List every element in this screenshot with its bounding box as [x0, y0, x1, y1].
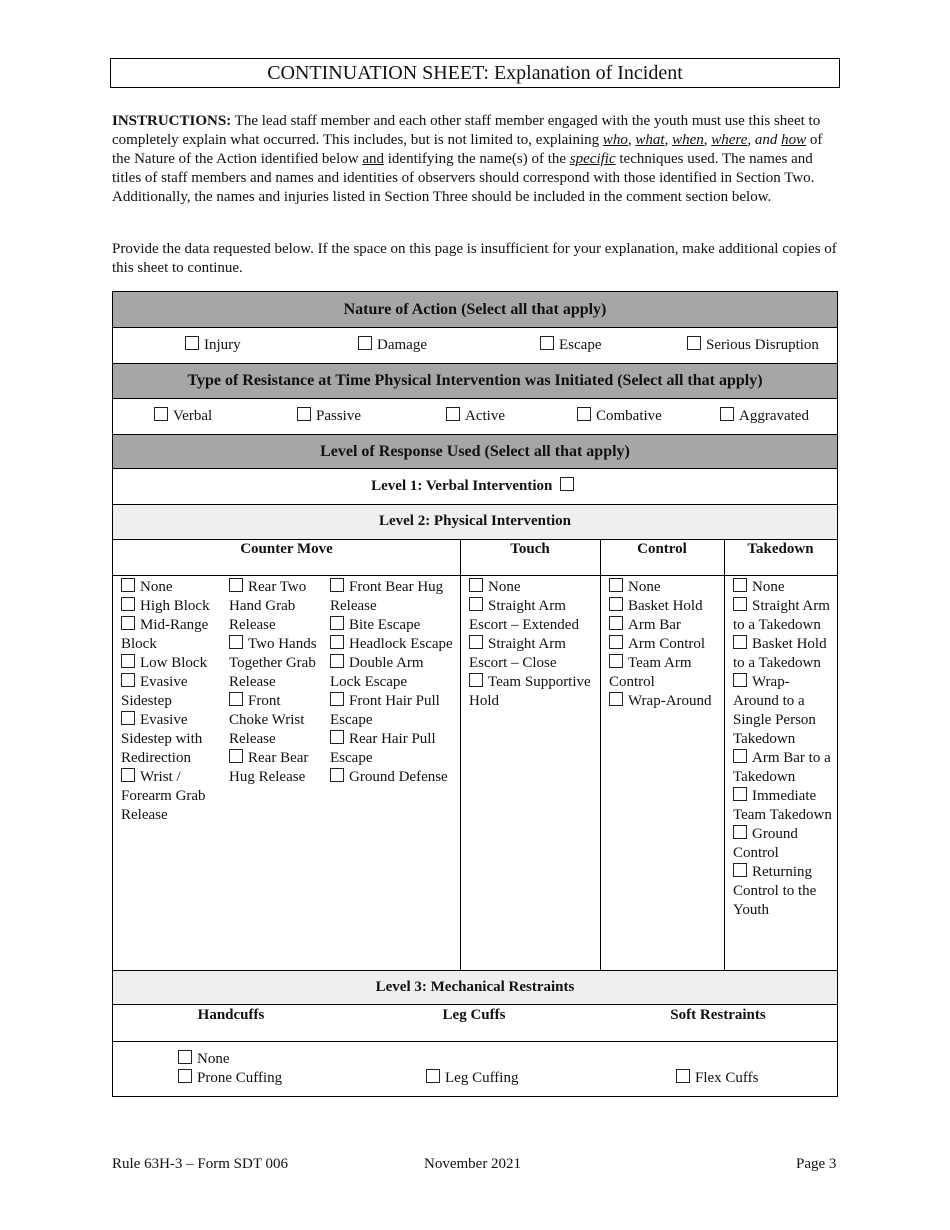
checkbox-icon[interactable] — [330, 635, 344, 649]
counter-ground-defense[interactable] — [330, 768, 456, 787]
option-label: Ground Defense — [349, 769, 448, 785]
control-wrap-around[interactable] — [609, 692, 721, 711]
checkbox-icon[interactable] — [469, 635, 483, 649]
instr-text-4: techniques used. The names and titles of staff members and names and identities of observers should correspond with those identified in Section Two. Additionally, the names and injuries listed in Section Three should be included in the comment section below. — [112, 151, 815, 205]
option-label: Flex Cuffs — [695, 1070, 759, 1086]
counter-move-list-a — [121, 578, 223, 825]
option-label: Mid-Range Block — [121, 617, 209, 652]
takedown-returning-control[interactable] — [733, 863, 833, 920]
option-label: Bite Escape — [349, 617, 421, 633]
takedown-list — [733, 578, 833, 920]
option-label: Straight Arm to a Takedown — [733, 598, 830, 633]
checkbox-icon[interactable] — [733, 863, 747, 877]
checkbox-icon[interactable] — [560, 477, 574, 491]
checkbox-icon[interactable] — [577, 407, 591, 421]
option-label: High Block — [140, 598, 210, 614]
checkbox-icon[interactable] — [609, 635, 623, 649]
option-label: Active — [465, 408, 505, 424]
counter-front-bear-hug-release[interactable] — [330, 578, 456, 616]
checkbox-icon[interactable] — [330, 768, 344, 782]
counter-evasive-sidestep-redirection[interactable] — [121, 711, 223, 768]
flex-cuffs-option[interactable] — [676, 1069, 758, 1088]
checkbox-icon[interactable] — [720, 407, 734, 421]
nature-option-escape[interactable] — [540, 336, 601, 354]
level3-columns-row — [113, 1005, 837, 1042]
checkbox-icon[interactable] — [609, 654, 623, 668]
checkbox-icon[interactable] — [426, 1069, 440, 1083]
resistance-options-row — [113, 399, 837, 435]
nature-options-row — [113, 328, 837, 364]
checkbox-icon[interactable] — [229, 635, 243, 649]
option-label: Damage — [377, 337, 427, 353]
counter-mid-range-block[interactable] — [121, 616, 223, 654]
touch-straight-arm-escort-extended[interactable] — [469, 597, 595, 635]
column-soft-restraints: Soft Restraints — [670, 1007, 766, 1023]
counter-double-arm-lock-escape[interactable] — [330, 654, 456, 692]
counter-two-hands-together-grab-release[interactable] — [229, 635, 323, 692]
option-label: Passive — [316, 408, 361, 424]
nature-option-damage[interactable] — [358, 336, 427, 354]
option-label: Two Hands Together Grab Release — [229, 636, 317, 690]
counter-none[interactable] — [121, 578, 223, 597]
checkbox-icon[interactable] — [469, 597, 483, 611]
checkbox-icon[interactable] — [733, 578, 747, 592]
counter-rear-hair-pull-escape[interactable] — [330, 730, 456, 768]
option-label: Double Arm Lock Escape — [330, 655, 424, 690]
handcuffs-none[interactable] — [178, 1050, 282, 1069]
touch-none[interactable] — [469, 578, 595, 597]
resistance-option-active[interactable] — [446, 407, 505, 425]
option-label: Front Hair Pull Escape — [330, 693, 440, 728]
option-label: Low Block — [140, 655, 208, 671]
option-label: None — [140, 579, 173, 595]
option-label: Front Choke Wrist Release — [229, 693, 305, 747]
checkbox-icon[interactable] — [121, 654, 135, 668]
counter-move-list-b — [229, 578, 323, 787]
instr-text-2: of the Nature of the Action identified below — [112, 132, 823, 167]
option-label: Returning Control to the Youth — [733, 864, 817, 918]
leg-cuffs-list — [426, 1069, 518, 1088]
checkbox-icon[interactable] — [733, 597, 747, 611]
level1-row — [113, 469, 837, 505]
option-label: Wrist / Forearm Grab Release — [121, 769, 206, 823]
checkbox-icon[interactable] — [733, 825, 747, 839]
takedown-straight-arm[interactable] — [733, 597, 833, 635]
counter-rear-two-hand-grab-release[interactable] — [229, 578, 323, 635]
option-label: Rear Two Hand Grab Release — [229, 579, 307, 633]
response-header: Level of Response Used (Select all that apply) — [113, 435, 837, 469]
option-label: Arm Bar — [628, 617, 681, 633]
counter-bite-escape[interactable] — [330, 616, 456, 635]
takedown-arm-bar[interactable] — [733, 749, 833, 787]
column-takedown: Takedown — [747, 541, 814, 557]
option-label: Rear Bear Hug Release — [229, 750, 309, 785]
level1-option[interactable] — [113, 477, 837, 495]
option-label: Evasive Sidestep with Redirection — [121, 712, 203, 766]
provide-paragraph: Provide the data requested below. If the space on this page is insufficient for your explanation, make additional copies of this sheet to continue. — [112, 241, 837, 276]
checkbox-icon[interactable] — [330, 730, 344, 744]
counter-headlock-escape[interactable] — [330, 635, 456, 654]
checkbox-icon[interactable] — [330, 578, 344, 592]
takedown-immediate-team[interactable] — [733, 787, 833, 825]
checkbox-icon[interactable] — [185, 336, 199, 350]
level3-header: Level 3: Mechanical Restraints — [113, 971, 837, 1005]
touch-straight-arm-escort-close[interactable] — [469, 635, 595, 673]
option-label: Straight Arm Escort – Extended — [469, 598, 579, 633]
control-list — [609, 578, 721, 711]
divider — [460, 539, 461, 970]
checkbox-icon[interactable] — [469, 578, 483, 592]
checkbox-icon[interactable] — [540, 336, 554, 350]
instr-where: where — [711, 132, 748, 148]
checkbox-icon[interactable] — [229, 749, 243, 763]
column-control: Control — [637, 541, 687, 557]
checkbox-icon[interactable] — [121, 616, 135, 630]
option-label: Prone Cuffing — [197, 1070, 283, 1086]
footer-date: November 2021 — [424, 1156, 522, 1172]
level2-header: Level 2: Physical Intervention — [113, 505, 837, 539]
checkbox-icon[interactable] — [446, 407, 460, 421]
counter-front-choke-wrist-release[interactable] — [229, 692, 323, 749]
column-leg-cuffs: Leg Cuffs — [442, 1007, 506, 1023]
nature-option-injury[interactable] — [185, 336, 241, 354]
page-title: CONTINUATION SHEET: Explanation of Incident — [110, 58, 840, 88]
incident-form — [112, 291, 838, 1097]
checkbox-icon[interactable] — [358, 336, 372, 350]
divider — [113, 575, 837, 576]
divider — [113, 539, 837, 540]
counter-evasive-sidestep[interactable] — [121, 673, 223, 711]
checkbox-icon[interactable] — [297, 407, 311, 421]
divider — [724, 539, 725, 970]
instr-what: what — [635, 132, 665, 148]
checkbox-icon[interactable] — [733, 635, 747, 649]
level1-label: Level 1: Verbal Intervention — [371, 478, 553, 494]
checkbox-icon[interactable] — [676, 1069, 690, 1083]
option-label: Arm Control — [628, 636, 706, 652]
checkbox-icon[interactable] — [154, 407, 168, 421]
option-label: Headlock Escape — [349, 636, 453, 652]
checkbox-icon[interactable] — [733, 749, 747, 763]
option-label: Serious Disruption — [706, 337, 819, 353]
instr-how: how — [781, 132, 807, 148]
checkbox-icon[interactable] — [609, 597, 623, 611]
control-team-arm-control[interactable] — [609, 654, 721, 692]
nature-header: Nature of Action (Select all that apply) — [113, 292, 837, 328]
checkbox-icon[interactable] — [178, 1050, 192, 1064]
checkbox-icon[interactable] — [733, 673, 747, 687]
checkbox-icon[interactable] — [121, 578, 135, 592]
option-label: Straight Arm Escort – Close — [469, 636, 566, 671]
checkbox-icon[interactable] — [121, 711, 135, 725]
option-label: Immediate Team Takedown — [733, 788, 832, 823]
resistance-option-verbal[interactable] — [154, 407, 212, 425]
checkbox-icon[interactable] — [121, 597, 135, 611]
checkbox-icon[interactable] — [609, 616, 623, 630]
instr-specific: specific — [569, 151, 616, 167]
checkbox-icon[interactable] — [330, 654, 344, 668]
checkbox-icon[interactable] — [609, 578, 623, 592]
instructions-paragraph — [112, 112, 840, 207]
resistance-header: Type of Resistance at Time Physical Intervention was Initiated (Select all that apply) — [113, 364, 837, 399]
option-label: Team Arm Control — [609, 655, 692, 690]
option-label: None — [488, 579, 521, 595]
handcuffs-prone-cuffing[interactable] — [178, 1069, 282, 1088]
counter-rear-bear-hug-release[interactable] — [229, 749, 323, 787]
control-arm-control[interactable] — [609, 635, 721, 654]
instr-and: and — [362, 151, 385, 167]
instr-sep-1: , — [627, 132, 636, 148]
option-label: None — [752, 579, 785, 595]
option-label: Team Supportive Hold — [469, 674, 591, 709]
option-label: Aggravated — [739, 408, 809, 424]
option-label: Arm Bar to a Takedown — [733, 750, 831, 785]
option-label: Leg Cuffing — [445, 1070, 519, 1086]
instr-text-1: The lead staff member and each other staff member engaged with the youth must use this sheet to completely explain what occurred. This includes, but is not limited to, explaining — [112, 113, 821, 148]
handcuffs-list — [178, 1050, 282, 1088]
touch-team-supportive-hold[interactable] — [469, 673, 595, 711]
option-label: Rear Hair Pull Escape — [330, 731, 436, 766]
option-label: Combative — [596, 408, 662, 424]
resistance-option-passive[interactable] — [297, 407, 361, 425]
instr-who: who — [602, 132, 628, 148]
counter-front-hair-pull-escape[interactable] — [330, 692, 456, 730]
checkbox-icon[interactable] — [733, 787, 747, 801]
option-label: Injury — [204, 337, 241, 353]
checkbox-icon[interactable] — [121, 673, 135, 687]
checkbox-icon[interactable] — [178, 1069, 192, 1083]
nature-option-serious-disruption[interactable] — [687, 336, 819, 354]
touch-list — [469, 578, 595, 711]
instructions-label: INSTRUCTIONS: — [112, 113, 232, 129]
option-label: None — [197, 1051, 230, 1067]
checkbox-icon[interactable] — [330, 692, 344, 706]
takedown-ground-control[interactable] — [733, 825, 833, 863]
option-label: Wrap-Around to a Single Person Takedown — [733, 674, 816, 747]
instr-sep-2: , — [664, 132, 673, 148]
instr-when: when — [672, 132, 704, 148]
checkbox-icon[interactable] — [469, 673, 483, 687]
control-none[interactable] — [609, 578, 721, 597]
instr-sep-3: , — [703, 132, 712, 148]
resistance-option-aggravated[interactable] — [720, 407, 809, 425]
takedown-basket-hold[interactable] — [733, 635, 833, 673]
option-label: None — [628, 579, 661, 595]
option-label: Basket Hold — [628, 598, 703, 614]
option-label: Basket Hold to a Takedown — [733, 636, 827, 671]
option-label: Front Bear Hug Release — [330, 579, 444, 614]
soft-restraints-list — [676, 1069, 758, 1088]
column-counter-move: Counter Move — [240, 541, 333, 557]
control-basket-hold[interactable] — [609, 597, 721, 616]
takedown-none[interactable] — [733, 578, 833, 597]
divider — [600, 539, 601, 970]
counter-low-block[interactable] — [121, 654, 223, 673]
column-touch: Touch — [510, 541, 550, 557]
instr-text-3: identifying the name(s) of the — [384, 151, 570, 167]
resistance-option-combative[interactable] — [577, 407, 662, 425]
checkbox-icon[interactable] — [609, 692, 623, 706]
control-arm-bar[interactable] — [609, 616, 721, 635]
checkbox-icon[interactable] — [687, 336, 701, 350]
instr-sep-4: , and — [747, 132, 782, 148]
footer-page-number: Page 3 — [796, 1156, 837, 1172]
column-handcuffs: Handcuffs — [197, 1007, 265, 1023]
option-label: Verbal — [173, 408, 213, 424]
takedown-wrap-around-single-person[interactable] — [733, 673, 833, 749]
option-label: Evasive Sidestep — [121, 674, 188, 709]
checkbox-icon[interactable] — [330, 616, 344, 630]
counter-move-list-c — [330, 578, 456, 787]
counter-high-block[interactable] — [121, 597, 223, 616]
checkbox-icon[interactable] — [229, 578, 243, 592]
checkbox-icon[interactable] — [121, 768, 135, 782]
leg-cuffing-option[interactable] — [426, 1069, 518, 1088]
counter-wrist-forearm-grab-release[interactable] — [121, 768, 223, 825]
option-label: Wrap-Around — [628, 693, 712, 709]
option-label: Escape — [559, 337, 602, 353]
option-label: Ground Control — [733, 826, 798, 861]
footer-form-id: Rule 63H-3 – Form SDT 006 — [112, 1156, 288, 1172]
checkbox-icon[interactable] — [229, 692, 243, 706]
